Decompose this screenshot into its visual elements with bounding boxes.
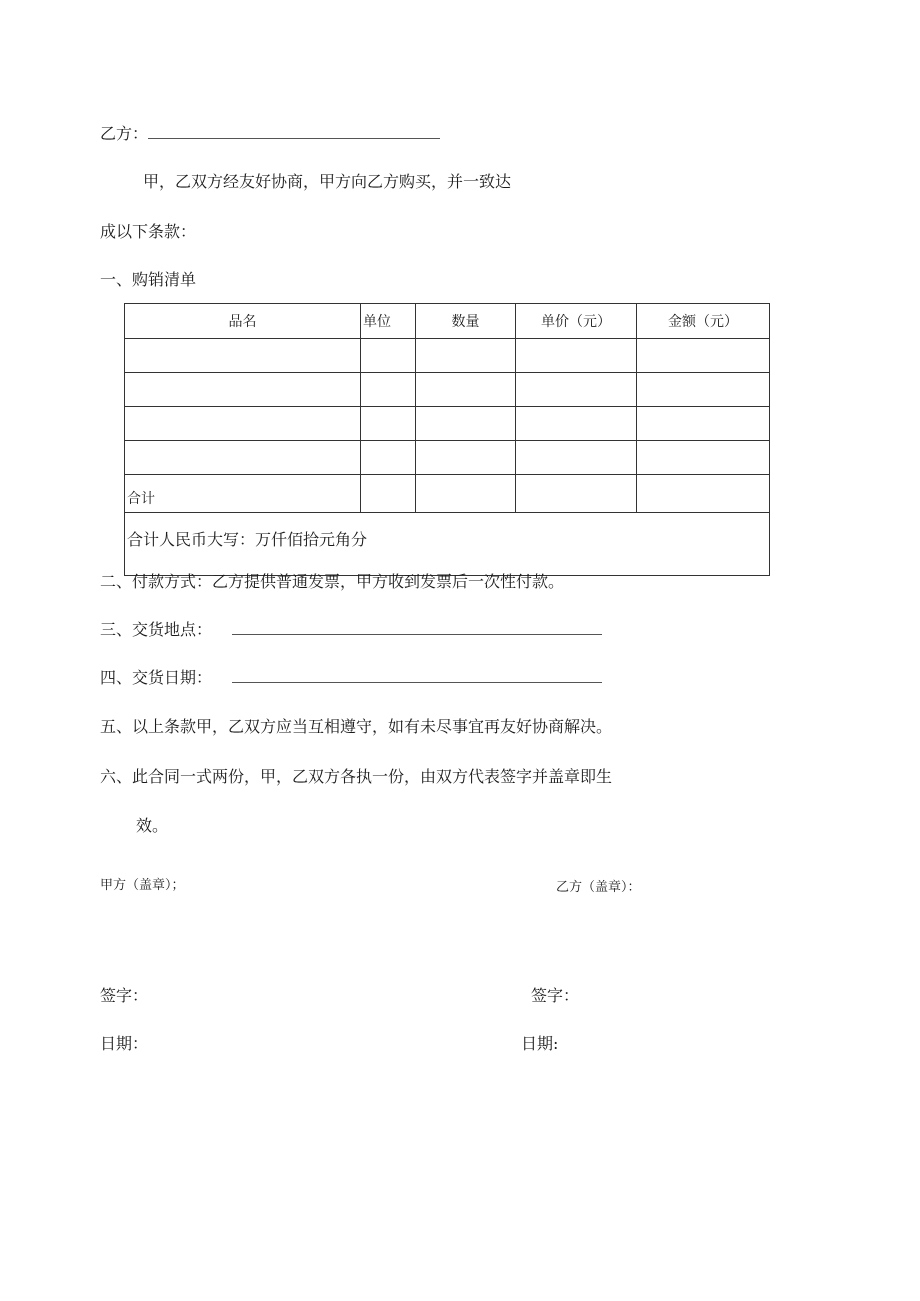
intro-line-1: 甲，乙双方经友好协商，甲方向乙方购买，并一致达 — [143, 172, 512, 191]
table-cell — [416, 407, 516, 441]
table-cell — [361, 373, 416, 407]
clause-6-line-1: 六、此合同一式两份，甲，乙双方各执一份，由双方代表签字并盖章即生 — [100, 767, 613, 786]
sign-left: 签字： — [100, 986, 149, 1005]
party-b-line — [100, 124, 440, 144]
clause-4 — [100, 668, 602, 688]
clause-4-label: 四、交货日期： — [100, 668, 213, 687]
header-amount: 金额（元） — [637, 304, 770, 339]
header-product-name: 品名 — [125, 304, 361, 339]
table-cell — [361, 475, 416, 513]
table-rmb-row — [125, 513, 770, 576]
clause-5: 五、以上条款甲，乙双方应当互相遵守，如有未尽事宜再友好协商解决。 — [100, 717, 613, 736]
table-row — [125, 339, 770, 373]
table-row — [125, 407, 770, 441]
table-cell — [416, 373, 516, 407]
table-cell — [516, 441, 637, 475]
table-cell — [361, 407, 416, 441]
table-row — [125, 441, 770, 475]
table-cell — [637, 441, 770, 475]
sign-right: 签字： — [531, 986, 580, 1005]
table-row — [125, 373, 770, 407]
clause-3-label: 三、交货地点： — [100, 620, 213, 639]
table-cell — [125, 407, 361, 441]
party-a-seal: 甲方（盖章）； — [100, 878, 185, 893]
table-cell — [416, 441, 516, 475]
intro-line-2: 成以下条款： — [100, 222, 197, 241]
table-cell — [516, 475, 637, 513]
clause-2: 二、付款方式：乙方提供普通发票，甲方收到发票后一次性付款。 — [100, 572, 565, 591]
goods-table — [124, 303, 770, 576]
section-1-title: 一、购销清单 — [100, 270, 197, 289]
header-unit: 单位 — [361, 304, 416, 339]
table-cell — [125, 339, 361, 373]
header-unit-price: 单价（元） — [516, 304, 637, 339]
table-cell — [637, 475, 770, 513]
table-cell — [125, 373, 361, 407]
table-cell — [516, 373, 637, 407]
clause-6-line-2: 效。 — [136, 816, 169, 835]
table-cell — [416, 339, 516, 373]
table-cell — [361, 441, 416, 475]
table-cell — [516, 339, 637, 373]
table-cell — [637, 373, 770, 407]
rmb-amount-label: 合计人民币大写：万仟佰拾元角分 — [125, 513, 770, 576]
party-b-label: 乙方： — [100, 124, 149, 143]
total-label: 合计 — [125, 475, 361, 513]
party-b-seal: 乙方（盖章）： — [556, 880, 641, 895]
delivery-location-blank — [232, 620, 602, 635]
header-quantity: 数量 — [416, 304, 516, 339]
table-cell — [637, 339, 770, 373]
date-right: 日期: — [521, 1034, 559, 1053]
table-header-row — [125, 304, 770, 339]
table-cell — [125, 441, 361, 475]
delivery-date-blank — [232, 668, 602, 683]
table-cell — [516, 407, 637, 441]
party-b-blank — [148, 124, 440, 139]
table-total-row — [125, 475, 770, 513]
table-cell — [416, 475, 516, 513]
table-cell — [361, 339, 416, 373]
date-left: 日期： — [100, 1034, 149, 1053]
table-cell — [637, 407, 770, 441]
clause-3 — [100, 620, 602, 640]
